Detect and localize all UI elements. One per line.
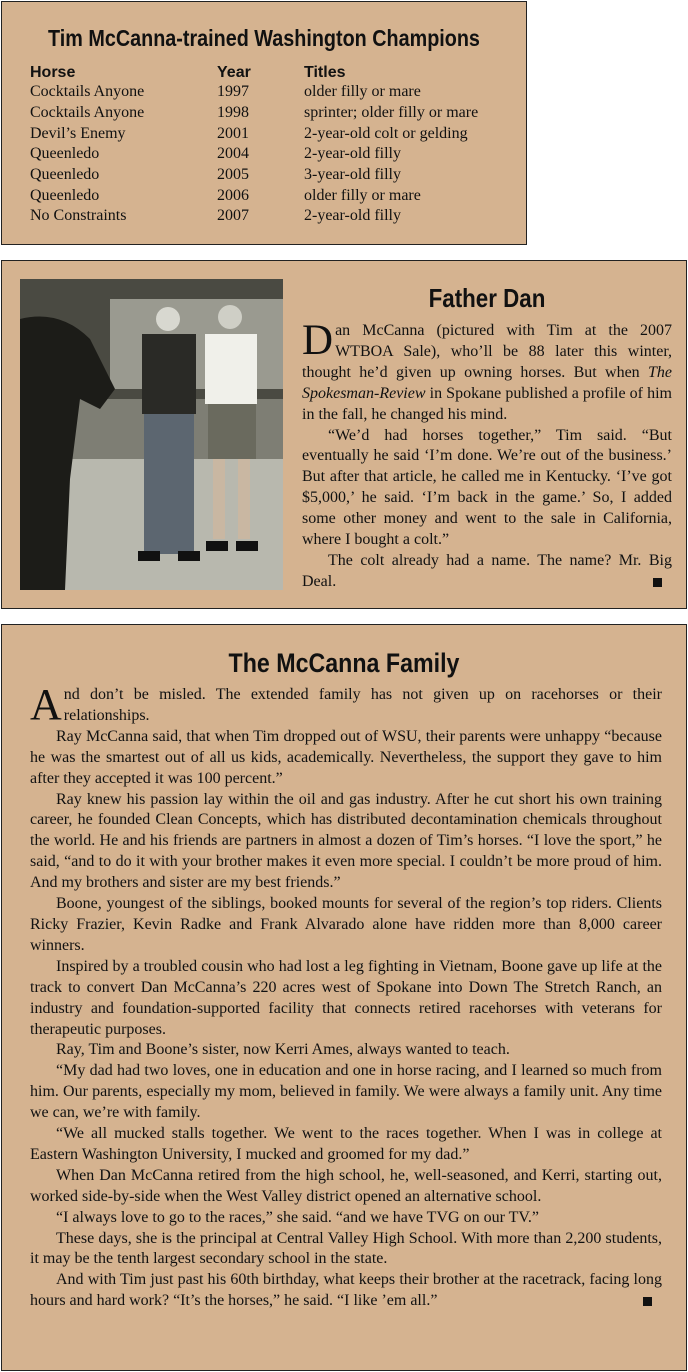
paragraph (30, 1270, 662, 1312)
family-article (30, 680, 662, 1312)
cell-horse: Devil’s Enemy (30, 124, 126, 142)
drop-cap: A (30, 680, 62, 729)
champions-title: Tim McCanna-trained Washington Champions (48, 25, 480, 51)
paragraph: “We all mucked stalls together. We went to the races together. When I was in college at Eastern Washington University, I mucked and groomed for my dad.” (30, 1125, 662, 1163)
paragraph: These days, she is the principal at Central Valley High School. With more than 2,200 students, it may be the tenth largest secondary school in the state. (30, 1229, 662, 1268)
cell-titles: 2-year-old filly (304, 145, 401, 163)
photo-illustration (20, 279, 283, 590)
end-mark-icon (653, 578, 662, 587)
end-mark-icon (643, 1297, 652, 1306)
cell-horse: Queenledo (30, 145, 100, 163)
publication-name: The Spokesman-Review (302, 363, 672, 402)
paragraph-text: And with Tim just past his 60th birthday, what keeps their brother at the racetrack, facing long hours and hard work? “It’s the horses,” he said. “I like ’em all.” (30, 1271, 662, 1310)
mccanna-family-sidebar (1, 624, 687, 1371)
cell-year: 2005 (217, 166, 249, 184)
paragraph (30, 680, 662, 729)
paragraph: Ray McCanna said, that when Tim dropped out of WSU, their parents were unhappy “because he was the smartest out of all us kids, academically. Nevertheless, the support they gave to him after they accepted it was 100 percent.” (30, 727, 662, 787)
cell-titles: 2-year-old colt or gelding (304, 124, 468, 142)
paragraph: “My dad had two loves, one in education and one in horse racing, and I learned so much from him. Our parents, especially my mom, believed in family. We were always a family unit. Any time we can, we’re with family. (30, 1062, 662, 1122)
photo-dan-and-tim-with-horse (20, 279, 283, 590)
table-row (30, 123, 478, 144)
paragraph: Ray, Tim and Boone’s sister, now Kerri Ames, always wanted to teach. (56, 1041, 510, 1059)
cell-year: 1998 (217, 104, 249, 122)
cell-horse: Cocktails Anyone (30, 83, 145, 101)
champions-table (30, 60, 478, 227)
father-dan-article (302, 317, 672, 593)
paragraph: Ray knew his passion lay within the oil and gas industry. After he cut short his own training career, he founded Clean Concepts, which has distributed decontamination chemicals throughout the world. He and his friends are partners in almost a dozen of Tim’s horses. “I love the sport,” he said, “and to do it with your brother makes it even more special. I couldn’t be more proud of him. And my brothers and sister are my best friends.” (30, 790, 662, 892)
drop-cap: D (302, 317, 334, 364)
cell-year: 2007 (217, 207, 249, 225)
paragraph-text: in Spokane published a profile of him in the fall, he changed his mind. (302, 384, 672, 423)
father-dan-sidebar (1, 260, 687, 609)
table-row (30, 103, 478, 124)
father-dan-title: Father Dan (428, 283, 546, 313)
champions-sidebar (1, 1, 527, 245)
table-row (30, 206, 478, 227)
paragraph-text: an McCanna (pictured with Tim at the 2007 WTBOA Sale), who’ll be 88 later this winter, thought he’d given up owning horses. But when (302, 322, 672, 381)
paragraph: When Dan McCanna retired from the high school, he, well-seasoned, and Kerri, starting out, worked side-by-side when the West Valley district opened an alternative school. (30, 1166, 662, 1205)
cell-year: 2001 (217, 124, 249, 142)
paragraph: “We’d had horses together,” Tim said. “But eventually he said ‘I’m done. We’re out of the business.’ But after that article, he called me in Kentucky. ‘I’ve got $5,000,’ he said. ‘I’m back in the game.’ So, I added some other money and went to the sale in California, where I bought a colt.” (302, 426, 672, 549)
table-row (30, 165, 478, 186)
cell-titles: sprinter; older filly or mare (304, 104, 479, 122)
cell-year: 2004 (217, 145, 249, 163)
paragraph: Boone, youngest of the siblings, booked mounts for several of the region’s top riders. Clients Ricky Frazier, Kevin Radke and Frank Alvarado alone have ridden more than 8,000 career winners. (30, 895, 662, 954)
paragraph-text: The colt already had a name. The name? Mr. Big Deal. (302, 551, 672, 590)
table-row (30, 82, 478, 103)
cell-horse: Cocktails Anyone (30, 104, 145, 122)
cell-horse: Queenledo (30, 166, 100, 184)
table-header-row (30, 60, 478, 82)
cell-titles: 2-year-old filly (304, 207, 401, 225)
cell-titles: older filly or mare (304, 83, 421, 101)
paragraph: Inspired by a troubled cousin who had lost a leg fighting in Vietnam, Boone gave up life at the track to convert Dan McCanna’s 220 acres west of Spokane into Down The Stretch Ranch, an industry and foundation-supported facility that connects retired racehorses with veterans for therapeutic purposes. (30, 957, 662, 1038)
cell-horse: No Constraints (30, 207, 127, 225)
cell-titles: older filly or mare (304, 186, 421, 204)
paragraph (302, 317, 672, 426)
paragraph (302, 551, 672, 593)
paragraph-text: nd don’t be misled. The extended family has not given up on racehorses or their relationships. (63, 686, 662, 724)
table-row (30, 144, 478, 165)
cell-titles: 3-year-old filly (304, 166, 401, 184)
family-title: The McCanna Family (228, 648, 460, 678)
cell-horse: Queenledo (30, 186, 100, 204)
cell-year: 2006 (217, 186, 249, 204)
column-header-horse: Horse (30, 64, 76, 81)
paragraph: “I always love to go to the races,” she said. “and we have TVG on our TV.” (56, 1208, 539, 1226)
table-row (30, 185, 478, 206)
column-header-titles: Titles (304, 64, 346, 81)
column-header-year: Year (217, 64, 251, 81)
cell-year: 1997 (217, 83, 249, 101)
